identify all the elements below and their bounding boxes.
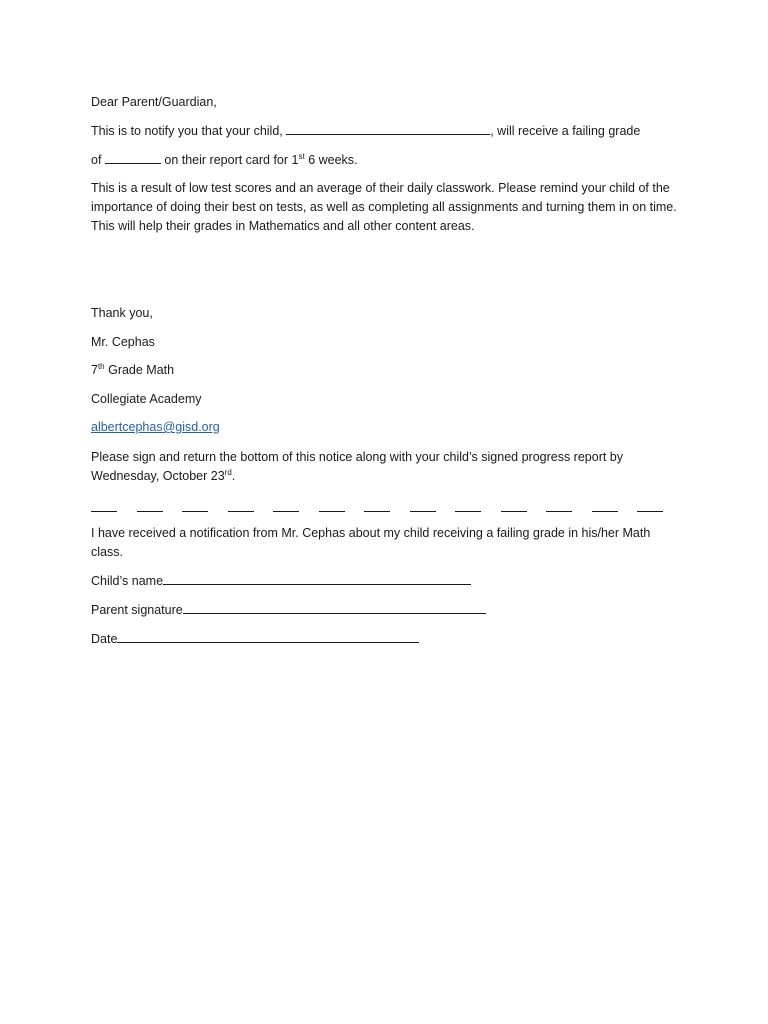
teacher-grade-ordinal: th (97, 361, 105, 371)
parent-signature-field[interactable] (91, 602, 486, 618)
notify-line (91, 123, 640, 139)
closing: Thank you, (91, 306, 153, 320)
notify-prefix: This is to notify you that your child, (91, 124, 287, 138)
parent-signature-label: Parent signature (91, 603, 183, 617)
return-notice-line2 (91, 467, 679, 486)
return-notice-line1: Please sign and return the bottom of this notice along with your child’s signed progress report by (91, 450, 624, 464)
date-label: Date (91, 632, 118, 646)
tear-dash (228, 502, 254, 512)
tear-dash (91, 502, 117, 512)
return-date-ordinal: rd (224, 467, 232, 477)
grade-prefix: of (91, 153, 105, 167)
tear-dash (182, 502, 208, 512)
grade-suffix: 6 weeks. (304, 153, 358, 167)
letter-body: This is a result of low test scores and an average of their daily classwork. Please remind your child of the importance of doing their best on tests, as well as completing all assignments and turning them in on time. This will help their grades in Mathematics and all other content areas. (91, 181, 677, 233)
acknowledgement: I have received a notification from Mr. Cephas about my child receiving a failing grade in his/her Math class. (91, 526, 651, 559)
salutation: Dear Parent/Guardian, (91, 95, 217, 109)
tear-dash (410, 502, 436, 512)
return-notice (91, 448, 679, 486)
tear-dash (137, 502, 163, 512)
date-field[interactable] (91, 631, 419, 647)
teacher-grade (91, 362, 174, 378)
tear-dash (592, 502, 618, 512)
return-date: Wednesday, October 23 (91, 469, 225, 483)
parent-signature-input-line[interactable] (183, 602, 486, 614)
child-name-input-line[interactable] (163, 573, 471, 585)
child-name-blank (286, 123, 490, 135)
tear-dash (637, 502, 663, 512)
grade-middle: on their report card for 1 (160, 153, 299, 167)
tear-dash (546, 502, 572, 512)
school-name: Collegiate Academy (91, 392, 202, 406)
teacher-grade-subject: Grade Math (104, 363, 175, 377)
grade-line (91, 152, 358, 168)
teacher-grade-number: 7 (91, 363, 98, 377)
tear-dash (319, 502, 345, 512)
notify-suffix: , will receive a failing grade (490, 124, 641, 138)
tear-dash (501, 502, 527, 512)
date-input-line[interactable] (117, 631, 419, 643)
tear-dash (273, 502, 299, 512)
grade-blank (105, 152, 161, 164)
email-link[interactable] (91, 419, 220, 435)
teacher-name: Mr. Cephas (91, 335, 155, 349)
child-name-field[interactable] (91, 573, 471, 589)
email-link-text[interactable]: albertcephas@gisd.org (91, 420, 220, 434)
return-date-suffix: . (231, 469, 236, 483)
child-name-label: Child’s name (91, 574, 164, 588)
tear-off-line (91, 502, 663, 514)
tear-dash (455, 502, 481, 512)
grade-ordinal: st (298, 151, 305, 161)
tear-dash (364, 502, 390, 512)
